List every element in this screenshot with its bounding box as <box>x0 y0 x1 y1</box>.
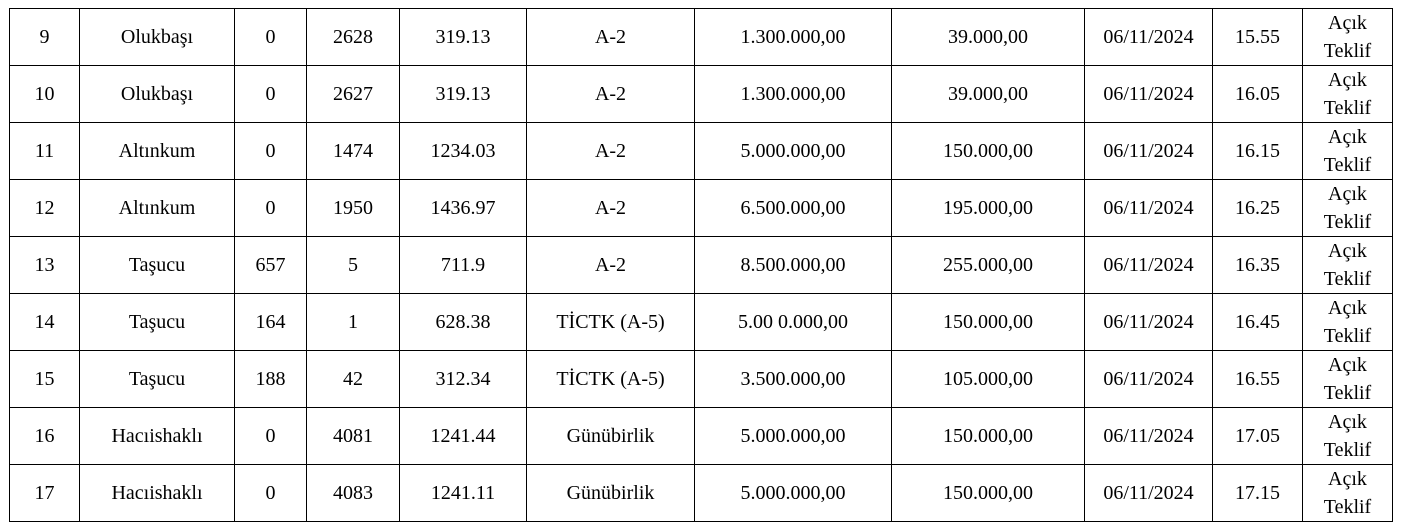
tender-table-page <box>9 8 1393 522</box>
tender-time-cell: 17.15 <box>1213 465 1303 522</box>
tender-time-cell: 16.15 <box>1213 123 1303 180</box>
table-body <box>10 9 1393 522</box>
tender-type-line: Açık <box>1328 126 1367 148</box>
location-cell: Olukbaşı <box>80 66 235 123</box>
tender-type-line: Açık <box>1328 12 1367 34</box>
parcel-number-cell: 2628 <box>307 9 400 66</box>
parcel-number-cell: 1 <box>307 294 400 351</box>
tender-time-cell: 16.25 <box>1213 180 1303 237</box>
location-cell: Taşucu <box>80 351 235 408</box>
block-number-cell: 0 <box>235 180 307 237</box>
zoning-cell: A-2 <box>527 66 695 123</box>
area-cell: 711.9 <box>400 237 527 294</box>
deposit-cell: 105.000,00 <box>892 351 1085 408</box>
estimated-price-cell: 8.500.000,00 <box>695 237 892 294</box>
block-number-cell: 0 <box>235 9 307 66</box>
location-cell: Taşucu <box>80 294 235 351</box>
area-cell: 319.13 <box>400 66 527 123</box>
location-cell: Altınkum <box>80 180 235 237</box>
tender-date-cell: 06/11/2024 <box>1085 9 1213 66</box>
block-number-cell: 188 <box>235 351 307 408</box>
tender-type-line: Teklif <box>1323 325 1372 347</box>
tender-table <box>9 8 1393 522</box>
zoning-cell: Günübirlik <box>527 408 695 465</box>
zoning-cell: A-2 <box>527 9 695 66</box>
zoning-cell: TİCTK (A-5) <box>527 294 695 351</box>
deposit-cell: 255.000,00 <box>892 237 1085 294</box>
tender-type-cell <box>1303 9 1393 66</box>
block-number-cell: 0 <box>235 465 307 522</box>
tender-time-cell: 15.55 <box>1213 9 1303 66</box>
row-number-cell: 12 <box>10 180 80 237</box>
row-number-cell: 14 <box>10 294 80 351</box>
tender-type-line: Açık <box>1328 297 1367 319</box>
tender-type-cell <box>1303 294 1393 351</box>
deposit-cell: 195.000,00 <box>892 180 1085 237</box>
block-number-cell: 0 <box>235 408 307 465</box>
row-number-cell: 10 <box>10 66 80 123</box>
block-number-cell: 164 <box>235 294 307 351</box>
tender-time-cell: 16.45 <box>1213 294 1303 351</box>
zoning-cell: A-2 <box>527 123 695 180</box>
estimated-price-cell: 3.500.000,00 <box>695 351 892 408</box>
row-number-cell: 13 <box>10 237 80 294</box>
tender-type-line: Açık <box>1328 411 1367 433</box>
row-number-cell: 17 <box>10 465 80 522</box>
estimated-price-cell: 5.000.000,00 <box>695 408 892 465</box>
estimated-price-cell: 1.300.000,00 <box>695 9 892 66</box>
tender-type-line: Açık <box>1328 69 1367 91</box>
zoning-cell: A-2 <box>527 180 695 237</box>
tender-type-line: Teklif <box>1323 154 1372 176</box>
deposit-cell: 150.000,00 <box>892 123 1085 180</box>
area-cell: 1241.44 <box>400 408 527 465</box>
block-number-cell: 0 <box>235 123 307 180</box>
parcel-number-cell: 4083 <box>307 465 400 522</box>
estimated-price-cell: 5.000.000,00 <box>695 123 892 180</box>
location-cell: Hacıishaklı <box>80 408 235 465</box>
table-row <box>10 408 1393 465</box>
deposit-cell: 150.000,00 <box>892 408 1085 465</box>
tender-type-cell <box>1303 180 1393 237</box>
location-cell: Hacıishaklı <box>80 465 235 522</box>
tender-type-line: Teklif <box>1323 268 1372 290</box>
estimated-price-cell: 5.000.000,00 <box>695 465 892 522</box>
tender-date-cell: 06/11/2024 <box>1085 351 1213 408</box>
zoning-cell: A-2 <box>527 237 695 294</box>
tender-type-line: Teklif <box>1323 97 1372 119</box>
table-row <box>10 237 1393 294</box>
tender-date-cell: 06/11/2024 <box>1085 294 1213 351</box>
row-number-cell: 15 <box>10 351 80 408</box>
block-number-cell: 657 <box>235 237 307 294</box>
row-number-cell: 16 <box>10 408 80 465</box>
area-cell: 312.34 <box>400 351 527 408</box>
area-cell: 1234.03 <box>400 123 527 180</box>
tender-type-line: Teklif <box>1323 439 1372 461</box>
estimated-price-cell: 6.500.000,00 <box>695 180 892 237</box>
tender-type-line: Teklif <box>1323 211 1372 233</box>
tender-time-cell: 16.05 <box>1213 66 1303 123</box>
deposit-cell: 150.000,00 <box>892 465 1085 522</box>
row-number-cell: 9 <box>10 9 80 66</box>
parcel-number-cell: 4081 <box>307 408 400 465</box>
estimated-price-cell: 5.00 0.000,00 <box>695 294 892 351</box>
location-cell: Olukbaşı <box>80 9 235 66</box>
tender-type-line: Teklif <box>1323 382 1372 404</box>
parcel-number-cell: 1950 <box>307 180 400 237</box>
zoning-cell: TİCTK (A-5) <box>527 351 695 408</box>
tender-type-cell <box>1303 465 1393 522</box>
area-cell: 1241.11 <box>400 465 527 522</box>
area-cell: 628.38 <box>400 294 527 351</box>
parcel-number-cell: 42 <box>307 351 400 408</box>
location-cell: Altınkum <box>80 123 235 180</box>
tender-type-cell <box>1303 123 1393 180</box>
table-row <box>10 180 1393 237</box>
deposit-cell: 39.000,00 <box>892 9 1085 66</box>
deposit-cell: 150.000,00 <box>892 294 1085 351</box>
tender-date-cell: 06/11/2024 <box>1085 66 1213 123</box>
tender-time-cell: 16.55 <box>1213 351 1303 408</box>
tender-date-cell: 06/11/2024 <box>1085 237 1213 294</box>
tender-date-cell: 06/11/2024 <box>1085 465 1213 522</box>
tender-type-cell <box>1303 351 1393 408</box>
estimated-price-cell: 1.300.000,00 <box>695 66 892 123</box>
tender-type-cell <box>1303 66 1393 123</box>
tender-type-line: Açık <box>1328 354 1367 376</box>
tender-type-cell <box>1303 408 1393 465</box>
tender-type-line: Teklif <box>1323 40 1372 62</box>
area-cell: 319.13 <box>400 9 527 66</box>
tender-type-line: Açık <box>1328 468 1367 490</box>
tender-date-cell: 06/11/2024 <box>1085 123 1213 180</box>
table-row <box>10 351 1393 408</box>
parcel-number-cell: 5 <box>307 237 400 294</box>
location-cell: Taşucu <box>80 237 235 294</box>
tender-type-cell <box>1303 237 1393 294</box>
area-cell: 1436.97 <box>400 180 527 237</box>
table-row <box>10 66 1393 123</box>
tender-time-cell: 16.35 <box>1213 237 1303 294</box>
table-row <box>10 123 1393 180</box>
table-row <box>10 465 1393 522</box>
tender-date-cell: 06/11/2024 <box>1085 180 1213 237</box>
parcel-number-cell: 1474 <box>307 123 400 180</box>
zoning-cell: Günübirlik <box>527 465 695 522</box>
tender-type-line: Teklif <box>1323 496 1372 518</box>
table-row <box>10 9 1393 66</box>
table-row <box>10 294 1393 351</box>
tender-time-cell: 17.05 <box>1213 408 1303 465</box>
tender-date-cell: 06/11/2024 <box>1085 408 1213 465</box>
tender-type-line: Açık <box>1328 183 1367 205</box>
block-number-cell: 0 <box>235 66 307 123</box>
deposit-cell: 39.000,00 <box>892 66 1085 123</box>
tender-type-line: Açık <box>1328 240 1367 262</box>
row-number-cell: 11 <box>10 123 80 180</box>
parcel-number-cell: 2627 <box>307 66 400 123</box>
